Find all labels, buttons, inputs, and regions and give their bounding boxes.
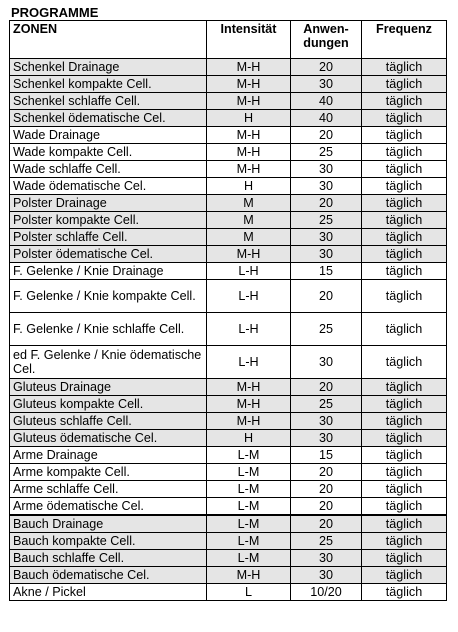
page-title: PROGRAMME: [11, 5, 99, 20]
intensity-cell: L-M: [207, 515, 291, 533]
programme-table: [9, 20, 447, 601]
table-header: [10, 21, 447, 59]
header-intensitaet: Intensität: [207, 21, 291, 59]
header-zonen: ZONEN: [10, 21, 207, 59]
frequency-cell: täglich: [362, 263, 447, 280]
frequency-cell: täglich: [362, 229, 447, 246]
intensity-cell: M-H: [207, 567, 291, 584]
applications-cell: 30: [291, 229, 362, 246]
zone-cell: Akne / Pickel: [10, 584, 207, 601]
intensity-cell: M-H: [207, 379, 291, 396]
applications-cell: 20: [291, 515, 362, 533]
intensity-cell: M-H: [207, 246, 291, 263]
applications-cell: 20: [291, 481, 362, 498]
zone-cell: Schenkel Drainage: [10, 59, 207, 76]
zone-cell: Polster Drainage: [10, 195, 207, 212]
applications-cell: 10/20: [291, 584, 362, 601]
intensity-cell: L-M: [207, 498, 291, 516]
frequency-cell: täglich: [362, 515, 447, 533]
table-row: [10, 481, 447, 498]
applications-cell: 20: [291, 127, 362, 144]
applications-cell: 25: [291, 533, 362, 550]
frequency-cell: täglich: [362, 498, 447, 516]
table-row: [10, 447, 447, 464]
table-row: [10, 263, 447, 280]
frequency-cell: täglich: [362, 464, 447, 481]
applications-cell: 30: [291, 550, 362, 567]
table-row: [10, 515, 447, 533]
zone-cell: Bauch Drainage: [10, 515, 207, 533]
zone-cell: Wade Drainage: [10, 127, 207, 144]
intensity-cell: H: [207, 178, 291, 195]
intensity-cell: M-H: [207, 413, 291, 430]
table-row: [10, 246, 447, 263]
applications-cell: 30: [291, 246, 362, 263]
zone-cell: F. Gelenke / Knie schlaffe Cell.: [10, 313, 207, 346]
zone-cell: Schenkel ödematische Cel.: [10, 110, 207, 127]
applications-cell: 25: [291, 212, 362, 229]
intensity-cell: M: [207, 195, 291, 212]
intensity-cell: L-H: [207, 313, 291, 346]
zone-cell: Arme schlaffe Cell.: [10, 481, 207, 498]
frequency-cell: täglich: [362, 567, 447, 584]
table-row: [10, 464, 447, 481]
intensity-cell: L-H: [207, 280, 291, 313]
applications-cell: 30: [291, 178, 362, 195]
zone-cell: ed F. Gelenke / Knie ödematische Cel.: [10, 346, 207, 379]
table-row: [10, 59, 447, 76]
frequency-cell: täglich: [362, 76, 447, 93]
intensity-cell: L-M: [207, 550, 291, 567]
zone-cell: Polster ödematische Cel.: [10, 246, 207, 263]
applications-cell: 30: [291, 567, 362, 584]
intensity-cell: M-H: [207, 161, 291, 178]
frequency-cell: täglich: [362, 584, 447, 601]
zone-cell: Gluteus ödematische Cel.: [10, 430, 207, 447]
intensity-cell: M-H: [207, 93, 291, 110]
frequency-cell: täglich: [362, 161, 447, 178]
applications-cell: 20: [291, 379, 362, 396]
table-row: [10, 550, 447, 567]
intensity-cell: L-H: [207, 263, 291, 280]
table-row: [10, 430, 447, 447]
applications-cell: 20: [291, 464, 362, 481]
applications-cell: 15: [291, 447, 362, 464]
intensity-cell: M-H: [207, 76, 291, 93]
applications-cell: 20: [291, 195, 362, 212]
table-row: [10, 229, 447, 246]
frequency-cell: täglich: [362, 93, 447, 110]
table-row: [10, 413, 447, 430]
zone-cell: F. Gelenke / Knie kompakte Cell.: [10, 280, 207, 313]
table-row: [10, 76, 447, 93]
frequency-cell: täglich: [362, 481, 447, 498]
frequency-cell: täglich: [362, 246, 447, 263]
frequency-cell: täglich: [362, 550, 447, 567]
table-row: [10, 533, 447, 550]
zone-cell: Bauch schlaffe Cell.: [10, 550, 207, 567]
intensity-cell: L-M: [207, 533, 291, 550]
frequency-cell: täglich: [362, 346, 447, 379]
applications-cell: 25: [291, 313, 362, 346]
zone-cell: Arme ödematische Cel.: [10, 498, 207, 516]
table-row: [10, 178, 447, 195]
frequency-cell: täglich: [362, 313, 447, 346]
zone-cell: Wade schlaffe Cell.: [10, 161, 207, 178]
frequency-cell: täglich: [362, 447, 447, 464]
applications-cell: 30: [291, 430, 362, 447]
frequency-cell: täglich: [362, 379, 447, 396]
frequency-cell: täglich: [362, 212, 447, 229]
applications-cell: 30: [291, 76, 362, 93]
intensity-cell: H: [207, 110, 291, 127]
table-row: [10, 567, 447, 584]
intensity-cell: M: [207, 229, 291, 246]
frequency-cell: täglich: [362, 178, 447, 195]
intensity-cell: H: [207, 430, 291, 447]
frequency-cell: täglich: [362, 533, 447, 550]
header-anwendungen: Anwen- dungen: [291, 21, 362, 59]
frequency-cell: täglich: [362, 144, 447, 161]
applications-cell: 40: [291, 110, 362, 127]
intensity-cell: M-H: [207, 127, 291, 144]
zone-cell: Arme kompakte Cell.: [10, 464, 207, 481]
table-row: [10, 280, 447, 313]
zone-cell: Bauch ödematische Cel.: [10, 567, 207, 584]
table-row: [10, 93, 447, 110]
applications-cell: 20: [291, 498, 362, 516]
zone-cell: Gluteus Drainage: [10, 379, 207, 396]
applications-cell: 30: [291, 161, 362, 178]
zone-cell: Bauch kompakte Cell.: [10, 533, 207, 550]
applications-cell: 40: [291, 93, 362, 110]
zone-cell: Polster kompakte Cell.: [10, 212, 207, 229]
frequency-cell: täglich: [362, 195, 447, 212]
zone-cell: Arme Drainage: [10, 447, 207, 464]
applications-cell: 25: [291, 144, 362, 161]
intensity-cell: M-H: [207, 59, 291, 76]
zone-cell: F. Gelenke / Knie Drainage: [10, 263, 207, 280]
zone-cell: Polster schlaffe Cell.: [10, 229, 207, 246]
frequency-cell: täglich: [362, 59, 447, 76]
intensity-cell: L: [207, 584, 291, 601]
table-row: [10, 396, 447, 413]
zone-cell: Wade kompakte Cell.: [10, 144, 207, 161]
zone-cell: Wade ödematische Cel.: [10, 178, 207, 195]
frequency-cell: täglich: [362, 127, 447, 144]
zone-cell: Gluteus schlaffe Cell.: [10, 413, 207, 430]
frequency-cell: täglich: [362, 430, 447, 447]
intensity-cell: M-H: [207, 144, 291, 161]
zone-cell: Schenkel kompakte Cell.: [10, 76, 207, 93]
intensity-cell: L-M: [207, 464, 291, 481]
frequency-cell: täglich: [362, 110, 447, 127]
intensity-cell: M-H: [207, 396, 291, 413]
header-frequenz: Frequenz: [362, 21, 447, 59]
table-row: [10, 313, 447, 346]
table-row: [10, 346, 447, 379]
table-row: [10, 584, 447, 601]
applications-cell: 25: [291, 396, 362, 413]
table-row: [10, 195, 447, 212]
table-row: [10, 212, 447, 229]
intensity-cell: M: [207, 212, 291, 229]
applications-cell: 15: [291, 263, 362, 280]
table-row: [10, 498, 447, 516]
intensity-cell: L-M: [207, 481, 291, 498]
table-row: [10, 144, 447, 161]
table-row: [10, 127, 447, 144]
applications-cell: 30: [291, 413, 362, 430]
table-row: [10, 379, 447, 396]
frequency-cell: täglich: [362, 413, 447, 430]
applications-cell: 20: [291, 280, 362, 313]
zone-cell: Schenkel schlaffe Cell.: [10, 93, 207, 110]
intensity-cell: L-M: [207, 447, 291, 464]
table-row: [10, 110, 447, 127]
table-body: [10, 59, 447, 601]
applications-cell: 20: [291, 59, 362, 76]
intensity-cell: L-H: [207, 346, 291, 379]
frequency-cell: täglich: [362, 280, 447, 313]
table-row: [10, 161, 447, 178]
zone-cell: Gluteus kompakte Cell.: [10, 396, 207, 413]
header-row: [10, 21, 447, 59]
applications-cell: 30: [291, 346, 362, 379]
frequency-cell: täglich: [362, 396, 447, 413]
